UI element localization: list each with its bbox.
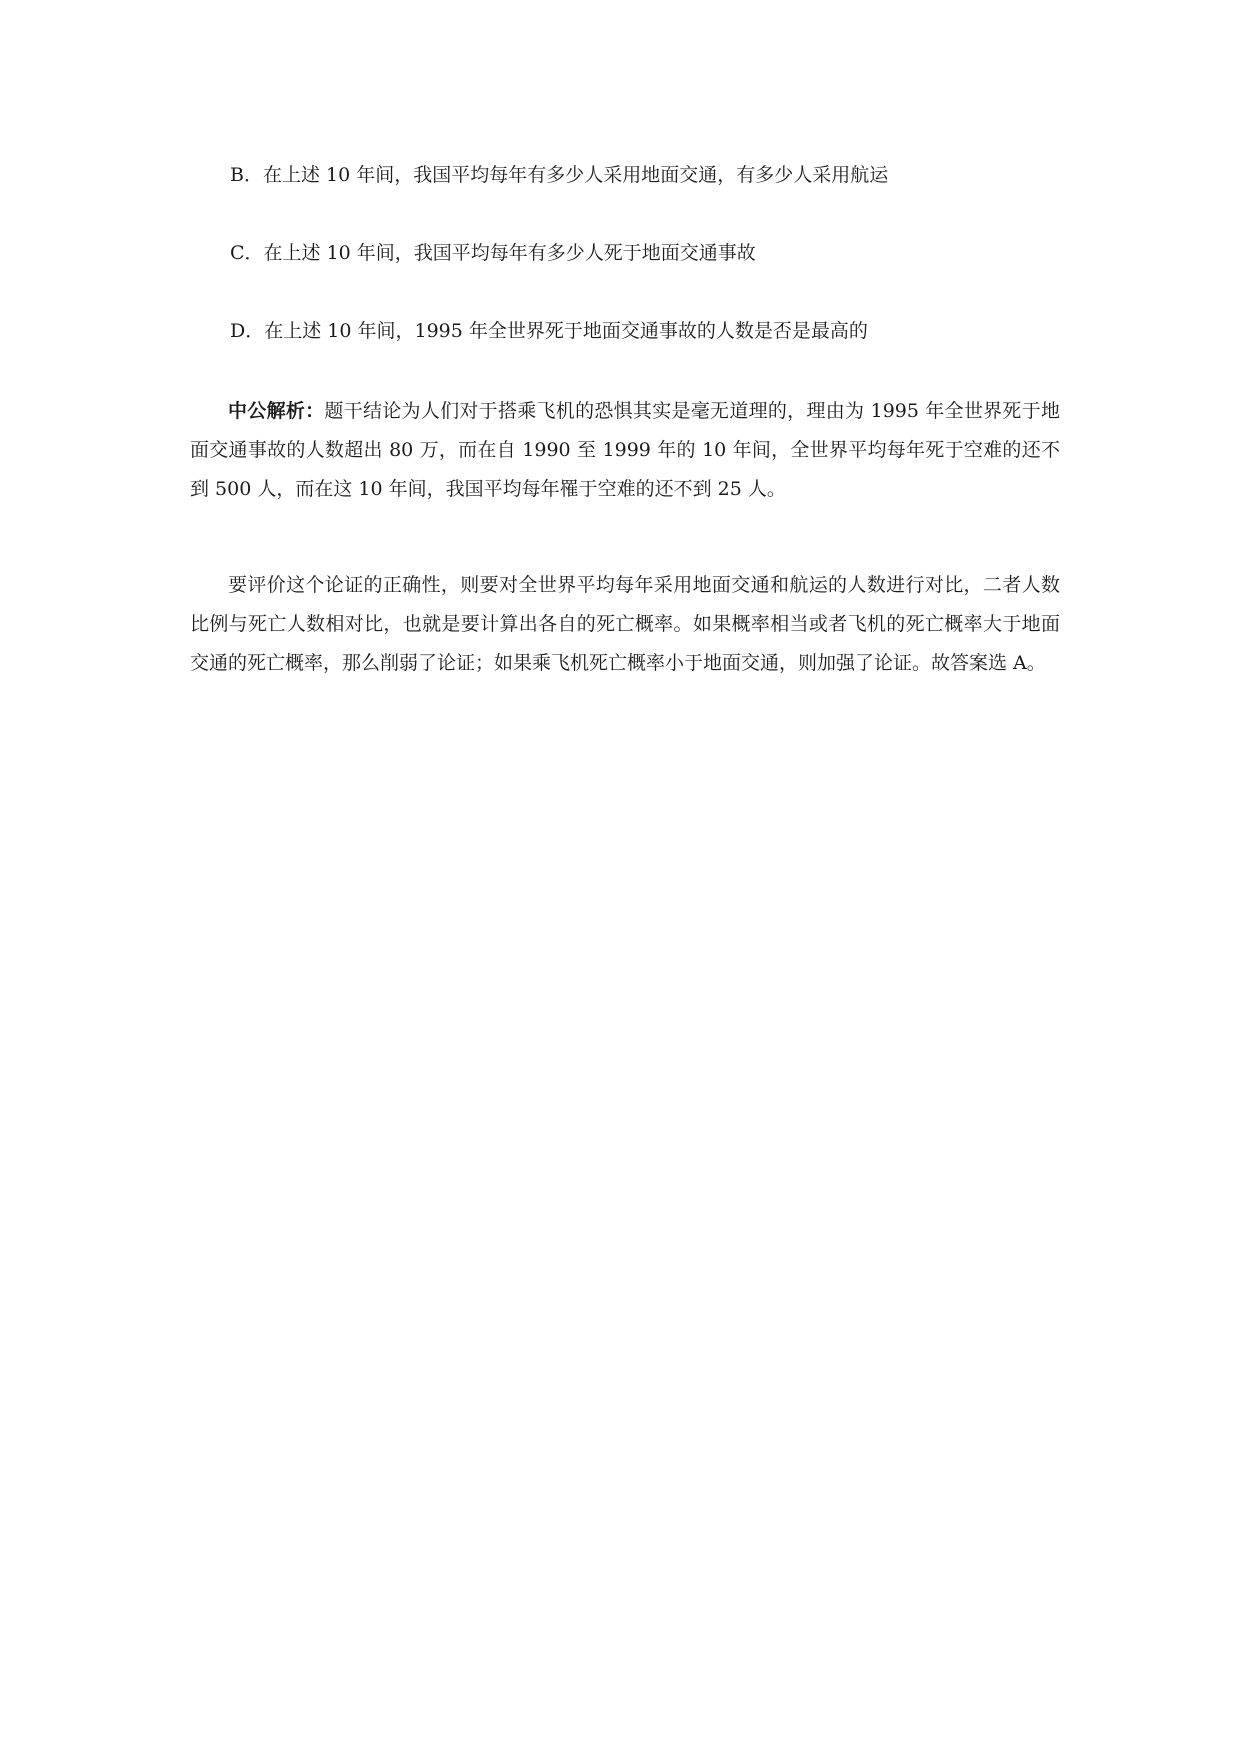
- option-d: D．在上述 10 年间，1995 年全世界死于地面交通事故的人数是否是最高的: [230, 320, 868, 342]
- analysis-paragraph: [190, 392, 1060, 509]
- option-b: B．在上述 10 年间，我国平均每年有多少人采用地面交通，有多少人采用航运: [230, 164, 889, 186]
- analysis-label: 中公解析：: [228, 400, 325, 422]
- evaluation-paragraph: 要评价这个论证的正确性，则要对全世界平均每年采用地面交通和航运的人数进行对比，二者人数比例与死亡人数相对比，也就是要计算出各自的死亡概率。如果概率相当或者飞机的死亡概率大于地面交通的死亡概率，那么削弱了论证；如果乘飞机死亡概率小于地面交通，则加强了论证。故答案选 A。: [190, 574, 1060, 674]
- option-c: C．在上述 10 年间，我国平均每年有多少人死于地面交通事故: [230, 242, 756, 264]
- analysis-text: 题干结论为人们对于搭乘飞机的恐惧其实是毫无道理的，理由为 1995 年全世界死于地面交通事故的人数超出 80 万，而在自 1990 至 1999 年的 10 年间，全世界平均每年死于空难的还不到 500 人，而在这 10 年间，我国平均每年罹于空难的还不到 25 人。: [190, 400, 1060, 500]
